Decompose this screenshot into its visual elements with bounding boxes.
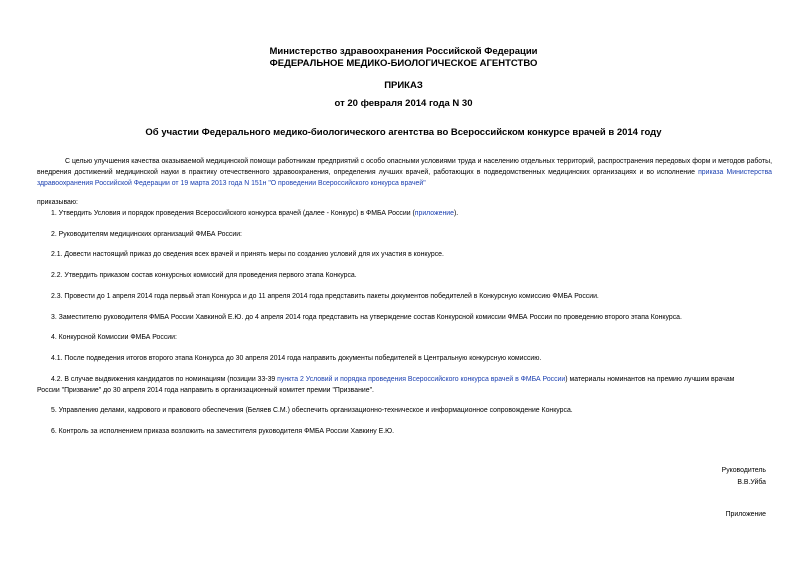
appendix-link[interactable]: приложение [414,210,454,217]
item-4-2: 4.2. В случае выдвижения кандидатов по номинациям (позиции 33-39 пункта 2 Условий и порядка проведения Всероссийского конкурса врачей в ФМБА России) материалы номинантов на премию лучшим врачам [51,376,735,383]
doc-date-number: от 20 февраля 2014 года N 30 [334,98,473,109]
agency-name: ФЕДЕРАЛЬНОЕ МЕДИКО-БИОЛОГИЧЕСКОЕ АГЕНТСТВО [269,58,538,69]
item-2-2: 2.2. Утвердить приказом состав конкурсных комиссий для проведения первого этапа Конкурса. [51,272,357,279]
intro-paragraph [37,156,772,189]
intro-text: С целью улучшения качества оказываемой медицинской помощи работникам предприятий с особо опасными условиями труда и населению отдельных территорий, распространения передовых форм и методов работы, внедрения достижений медицинской науки в практику отечественного здравоохранения, определения лучших врачей, работающих в подведомственных медицинских организациях и во исполнение [37,158,772,176]
item-2-3: 2.3. Провести до 1 апреля 2014 года первый этап Конкурса и до 11 апреля 2014 года представить пакеты документов победителей в Конкурсную комиссию ФМБА России. [51,293,599,300]
ministry-order-link[interactable]: приказа Министерства здравоохранения Российской Федерации от 19 марта 2013 года N 151н "О проведении Всероссийского конкурса врачей" [37,169,772,187]
item-4-1: 4.1. После подведения итогов второго этапа Конкурса до 30 апреля 2014 года направить документы победителей в Центральную конкурсную комиссию. [51,355,542,362]
signature-name: В.В.Уйба [737,479,766,486]
conditions-point-2-link[interactable]: пункта 2 Условий и порядка проведения Всероссийского конкурса врачей в ФМБА России [277,376,566,383]
item-3: 3. Заместителю руководителя ФМБА России Хавкиной Е.Ю. до 4 апреля 2014 года представить на утверждение состав Конкурсной комиссии ФМБА России по проведению второго этапа Конкурса. [51,314,682,321]
item-6: 6. Контроль за исполнением приказа возложить на заместителя руководителя ФМБА России Хавкину Е.Ю. [51,428,395,435]
item-1: 1. Утвердить Условия и порядок проведения Всероссийского конкурса врачей (далее - Конкурс) в ФМБА России (приложение). [51,210,459,217]
signature-position: Руководитель [721,467,766,474]
doc-title: Об участии Федерального медико-биологического агентства во Всероссийском конкурсе врачей в 2014 году [145,127,662,138]
item-4-2-continued: России "Призвание" до 30 апреля 2014 года направить в организационный комитет премии "Призвание". [37,387,374,394]
doc-type: ПРИКАЗ [384,80,423,91]
item-5: 5. Управлению делами, кадрового и правового обеспечения (Беляев С.М.) обеспечить организационно-техническое и информационное сопровождение Конкурса. [51,407,573,414]
orders-label: приказываю: [37,199,78,206]
ministry-name: Министерство здравоохранения Российской Федерации [269,46,538,57]
item-2-1: 2.1. Довести настоящий приказ до сведения всех врачей и принять меры по созданию условий для их участия в конкурсе. [51,251,444,258]
item-4: 4. Конкурсной Комиссии ФМБА России: [51,334,177,341]
appendix-label: Приложение [725,511,766,518]
item-2: 2. Руководителям медицинских организаций ФМБА России: [51,231,242,238]
